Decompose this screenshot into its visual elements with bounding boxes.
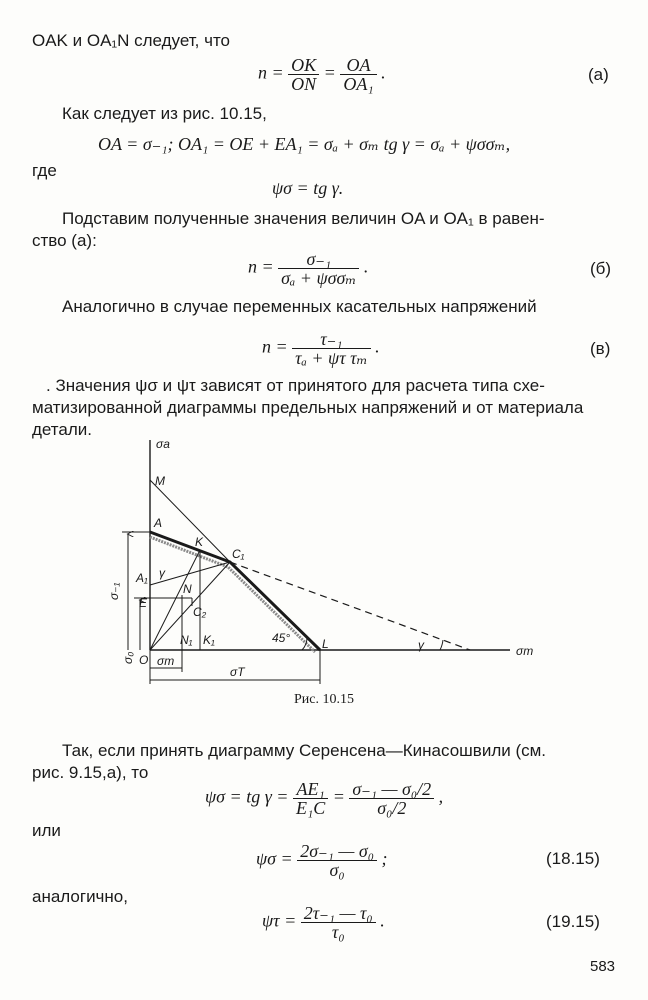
formula-a-den2: OA₁ xyxy=(343,74,374,94)
label-s0: σ₀ xyxy=(121,651,135,664)
label-k1: K₁ xyxy=(203,633,215,647)
text-line-4a: Подставим полученные значения величин OA и OA₁ в равен- xyxy=(62,209,545,228)
formula-v-lhs: n = xyxy=(262,336,288,357)
formula-18a-den2: σ₀/2 xyxy=(377,798,407,818)
text-line-6a: . Значения ψσ и ψτ зависят от принятого для расчета типа схе- xyxy=(46,376,545,395)
label-m: M xyxy=(155,474,165,488)
formula-18 xyxy=(256,842,387,879)
formula-a-den1: ON xyxy=(291,74,317,94)
formula-b-end: . xyxy=(363,256,369,277)
formula-18-num: 2σ₋₁ — σ₀ xyxy=(297,842,377,861)
formula-18-lhs: ψσ = xyxy=(256,848,293,869)
label-s1: σ₋₁ xyxy=(107,582,121,600)
label-gamma: γ xyxy=(159,566,165,580)
text-line-2: Как следует из рис. 10.15, xyxy=(62,104,267,123)
text-line-4b: ство (а): xyxy=(32,231,97,250)
text-line-5: Аналогично в случае переменных касательных напряжений xyxy=(62,297,537,316)
equation-number-a: (а) xyxy=(588,65,609,84)
text-line-8: или xyxy=(32,821,61,840)
formula-a-eq: = xyxy=(323,62,336,83)
formula-b-num: σ₋₁ xyxy=(278,250,359,269)
page-number: 583 xyxy=(590,958,616,975)
formula-18a xyxy=(205,780,443,817)
formula-a-end: . xyxy=(381,62,386,83)
label-sa: σa xyxy=(156,437,170,451)
formula-b-den: σₐ + ψσσₘ xyxy=(281,268,357,288)
label-n: N xyxy=(183,582,192,596)
equation-number-19: (19.15) xyxy=(546,912,600,931)
formula-oa: OA = σ₋₁; OA₁ = OE + EA₁ = σₐ + σₘ tg γ = σₐ + ψσσₘ, xyxy=(98,134,511,154)
formula-18a-frac1 xyxy=(293,780,328,817)
label-o: O xyxy=(139,653,149,667)
text-line-1: OAK и OA₁N следует, что xyxy=(32,31,231,50)
formula-19-lhs: ψτ = xyxy=(262,910,297,931)
text-line-3: где xyxy=(32,161,57,180)
label-gamma2: γ xyxy=(418,638,424,652)
label-a: A xyxy=(154,516,163,530)
formula-18a-num1: AE₁ xyxy=(293,780,328,799)
label-l: L xyxy=(322,637,329,651)
formula-18a-frac2 xyxy=(349,780,434,817)
label-e: E xyxy=(139,596,148,610)
formula-v-end: . xyxy=(375,336,380,357)
label-a1: A₁ xyxy=(136,571,148,585)
formula-a-lhs: n = xyxy=(258,62,284,83)
text-line-7b: рис. 9.15,а), то xyxy=(32,763,149,782)
formula-a-num2: OA xyxy=(340,56,376,75)
figure-caption: Рис. 10.15 xyxy=(294,692,354,707)
arc-gamma xyxy=(440,640,443,650)
label-c2: C₂ xyxy=(193,605,207,619)
text-line-9: аналогично, xyxy=(32,887,128,906)
formula-19 xyxy=(262,904,385,941)
formula-18-frac xyxy=(297,842,377,879)
formula-18a-num2: σ₋₁ — σ₀/2 xyxy=(349,780,434,799)
formula-18-end: ; xyxy=(381,848,388,869)
formula-psi: ψσ = tg γ. xyxy=(272,178,344,198)
label-sm-axis: σm xyxy=(516,644,534,658)
equation-number-b: (б) xyxy=(590,259,612,278)
label-c1: C₁ xyxy=(232,547,245,561)
label-k: K xyxy=(195,535,204,549)
equation-number-v: (в) xyxy=(590,339,611,358)
formula-18a-lhs: ψσ = tg γ = xyxy=(205,786,289,807)
formula-19-den: τ₀ xyxy=(331,922,345,942)
label-om: σm xyxy=(157,654,175,668)
formula-a-num1: OK xyxy=(288,56,319,75)
formula-18a-den1: E₁C xyxy=(295,798,326,818)
text-line-6c: детали. xyxy=(32,420,92,439)
formula-18-den: σ₀ xyxy=(329,860,345,880)
formula-19-num: 2τ₋₁ — τ₀ xyxy=(301,904,376,923)
label-45: 45° xyxy=(272,631,291,645)
text-line-6b: матизированной диаграммы предельных напряжений и от материала xyxy=(32,398,584,417)
label-st: σT xyxy=(230,665,245,679)
formula-v-num: τ₋₁ xyxy=(292,330,370,349)
label-n1: N₁ xyxy=(180,633,193,647)
formula-b-lhs: n = xyxy=(248,256,274,277)
formula-19-end: . xyxy=(380,910,385,931)
formula-18a-eq: = xyxy=(332,786,345,807)
text-line-7a: Так, если принять диаграмму Серенсена—Кинасошвили (см. xyxy=(62,741,547,760)
formula-v-den: τₐ + ψτ τₘ xyxy=(295,348,368,368)
equation-number-18: (18.15) xyxy=(546,849,600,868)
formula-19-frac xyxy=(301,904,376,941)
formula-18a-end: , xyxy=(438,786,444,807)
